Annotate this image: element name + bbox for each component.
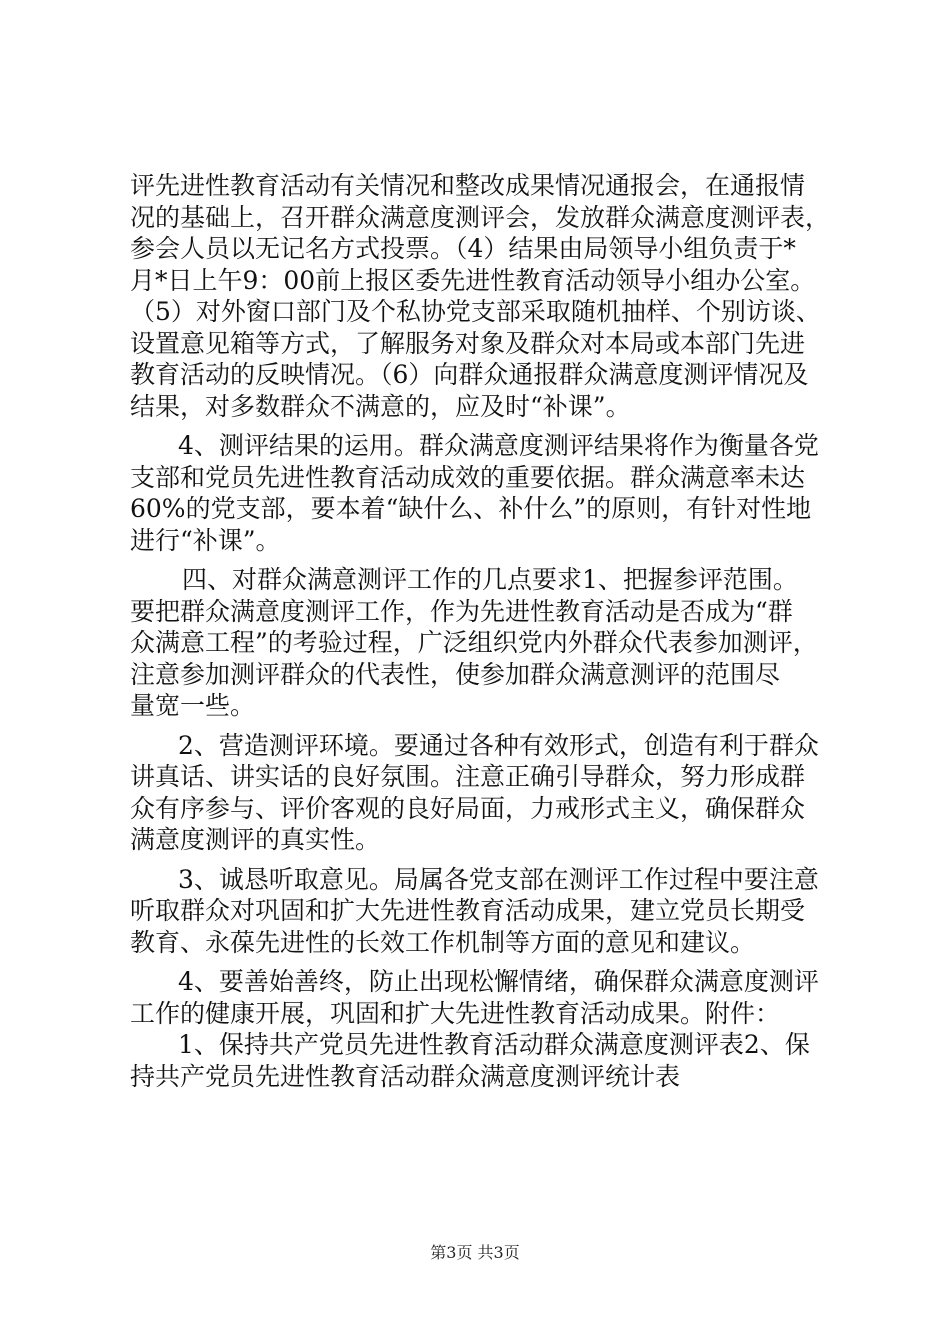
text-line: 量宽一些。 — [130, 691, 256, 720]
paragraph-first-line: 2、营造测评环境。要通过各种有效形式，创造有利于群众 — [178, 730, 819, 760]
text-line: 持共产党员先进性教育活动群众满意度测评统计表 — [130, 1061, 681, 1091]
text-line: 支部和党员先进性教育活动成效的重要依据。群众满意率未达 — [130, 462, 806, 492]
paragraph-first-line: 4、测评结果的运用。群众满意度测评结果将作为衡量各党 — [178, 431, 819, 460]
section-heading-line: 四、对群众满意测评工作的几点要求1、把握参评范围。 — [182, 565, 798, 594]
document-body — [130, 170, 830, 1092]
text-line: 参会人员以无记名方式投票。（4）结果由局领导小组负责于* — [130, 234, 796, 263]
text-line: 众有序参与、评价客观的良好局面，力戒形式主义，确保群众 — [130, 793, 806, 823]
text-line: （5）对外窗口部门及个私协党支部采取随机抽样、个别访谈、 — [130, 297, 821, 326]
text-line: 结果，对多数群众不满意的，应及时“补课”。 — [130, 391, 631, 421]
text-line: 讲真话、讲实话的良好氛围。注意正确引导群众，努力形成群 — [130, 762, 806, 791]
text-line: 进行“补课”。 — [130, 525, 281, 555]
text-line: 注意参加测评群众的代表性，使参加群众满意测评的范围尽 — [130, 659, 781, 689]
text-line: 60%的党支部，要本着“缺什么、补什么”的原则，有针对性地 — [130, 494, 812, 523]
paragraph-first-line: 4、要善始善终，防止出现松懈情绪，确保群众满意度测评 — [178, 967, 819, 996]
text-line: 设置意见箱等方式，了解服务对象及群众对本局或本部门先进 — [130, 328, 806, 358]
page-footer — [0, 1243, 950, 1263]
text-line: 评先进性教育活动有关情况和整改成果情况通报会，在通报情 — [130, 171, 806, 200]
page-number-label: 第3页 共3页 — [430, 1243, 520, 1262]
text-line: 听取群众对巩固和扩大先进性教育活动成果，建立党员长期受 — [130, 896, 806, 925]
text-line: 况的基础上，召开群众满意度测评会，发放群众满意度测评表， — [130, 202, 831, 232]
text-line: 月*日上午9：00前上报区委先进性教育活动领导小组办公室。 — [130, 265, 816, 295]
text-line: 教育、永葆先进性的长效工作机制等方面的意见和建议。 — [130, 927, 756, 957]
text-line: 众满意工程”的考验过程，广泛组织党内外群众代表参加测评， — [130, 628, 818, 657]
paragraph-first-line: 3、诚恳听取意见。局属各党支部在测评工作过程中要注意 — [178, 864, 819, 894]
text-line: 工作的健康开展，巩固和扩大先进性教育活动成果。附件： — [130, 998, 781, 1028]
text-line: 教育活动的反映情况。（6）向群众通报群众满意度测评情况及 — [130, 360, 809, 389]
text-line: 要把群众满意度测评工作，作为先进性教育活动是否成为“群 — [130, 596, 793, 626]
paragraph-first-line: 1、保持共产党员先进性教育活动群众满意度测评表2、保 — [178, 1030, 810, 1059]
text-line: 满意度测评的真实性。 — [130, 825, 381, 854]
